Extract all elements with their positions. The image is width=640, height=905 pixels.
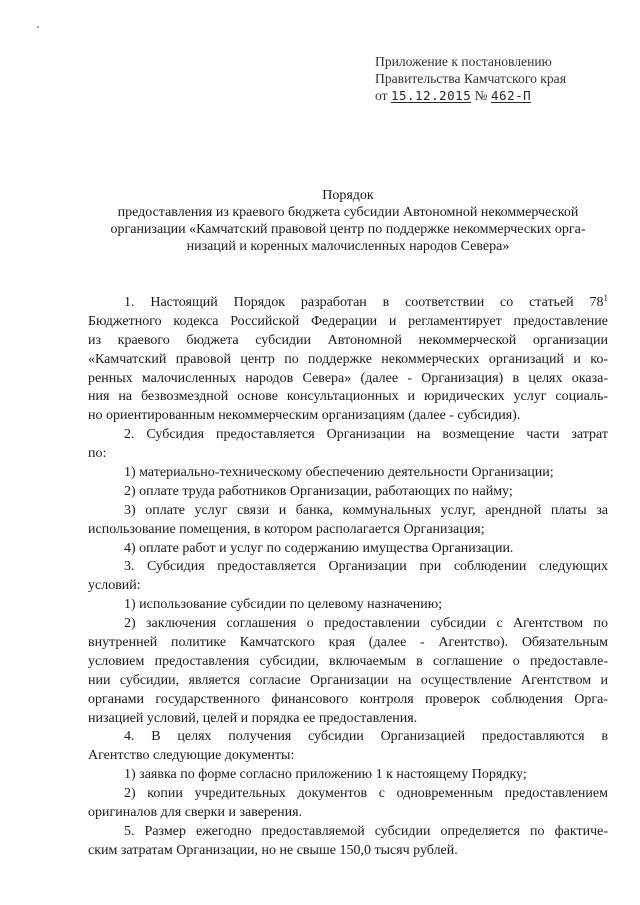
list-item: низацией условий, целей и порядка ее предоставления. (88, 710, 418, 726)
paragraph-line: 3. Субсидия предоставляется Организации при соблюдении следующих (124, 559, 608, 575)
title-line-4: низаций и коренных малочисленных народов Севера» (186, 239, 510, 254)
list-item: внутренней политике Камчатского края (далее - Агентство). Обязательным (88, 635, 608, 651)
paragraph-line: Бюджетного кодекса Российской Федерации и регламентирует предоставление (88, 313, 608, 329)
header-number-sign: № (474, 88, 488, 103)
header-line-1: Приложение к постановлению (375, 54, 552, 69)
title-line-2: предоставления из краевого бюджета субсидии Автономной некоммерческой (117, 205, 579, 220)
list-item: 1) заявка по форме согласно приложению 1 к настоящему Порядку; (124, 767, 527, 783)
list-item: 1) использование субсидии по целевому назначению; (124, 597, 443, 613)
paragraph-line: Агентство следующие документы: (88, 748, 295, 764)
document-header (375, 53, 625, 104)
paragraph-line: 2. Субсидия предоставляется Организации на возмещение части затрат (124, 427, 608, 443)
header-line-3 (375, 87, 625, 104)
title-line-1: Порядок (322, 188, 374, 203)
list-item: оригиналов для сверки и заверения. (88, 805, 303, 821)
list-item: 1) материально-техническому обеспечению деятельности Организации; (124, 465, 554, 481)
header-number: 462-П (491, 88, 532, 103)
header-date-prefix: от (375, 88, 388, 103)
list-item: 2) копии учредительных документов с одновременным предоставлением (124, 786, 608, 802)
paragraph-line: «Камчатский правовой центр по поддержке некоммерческих организаций и ко- (88, 351, 608, 367)
scan-speck (37, 26, 39, 28)
list-item: 4) оплате работ и услуг по содержанию имущества Организации. (124, 540, 514, 556)
paragraph-line: ренных малочисленных народов Севера» (далее - Организация) в целях оказа- (88, 370, 608, 386)
document-title (88, 187, 608, 255)
paragraph-line: ния на безвозмездной основе консультационных и юридических услуг социаль- (88, 389, 608, 405)
paragraph-line: 1. Настоящий Порядок разработан в соответствии со статьей $78^1$ (124, 293, 608, 310)
document-body (88, 294, 608, 861)
list-item: условием предоставления субсидии, включаемым в соглашение о предоставле- (88, 653, 608, 669)
list-item: 2) заключения соглашения о предоставлении субсидии с Агентством по (124, 616, 608, 632)
header-date: 15.12.2015 (390, 88, 472, 103)
paragraph-line: ским затратам Организации, но не свыше 150,0 тысяч рублей. (88, 842, 458, 858)
paragraph-line: 4. В целях получения субсидии Организацией предоставляются в (124, 729, 608, 745)
list-item: использование помещения, в котором располагается Организация; (88, 521, 485, 537)
superscript: 1 (603, 293, 608, 303)
title-line-3: организации «Камчатский правовой центр по поддержке некоммерческих орга- (110, 222, 586, 237)
list-item: 2) оплате труда работников Организации, работающих по найму; (124, 483, 513, 499)
paragraph-line: но ориентированным некоммерческим организациям (далее - субсидия). (88, 408, 521, 424)
paragraph-line: по: (88, 446, 107, 462)
list-item: нии субсидии, является согласие Организации на осуществление Агентством и (88, 672, 608, 688)
paragraph-line: 5. Размер ежегодно предоставляемой субсидии определяется по фактиче- (124, 823, 608, 839)
paragraph-line: из краевого бюджета субсидии Автономной некоммерческой организации (88, 332, 608, 348)
header-line-2: Правительства Камчатского края (375, 71, 566, 86)
list-item: органами государственного финансового контроля проверок соблюдения Орга- (88, 691, 608, 707)
list-item: 3) оплате услуг связи и банка, коммунальных услуг, арендной платы за (124, 502, 608, 518)
paragraph-line: условий: (88, 578, 141, 594)
